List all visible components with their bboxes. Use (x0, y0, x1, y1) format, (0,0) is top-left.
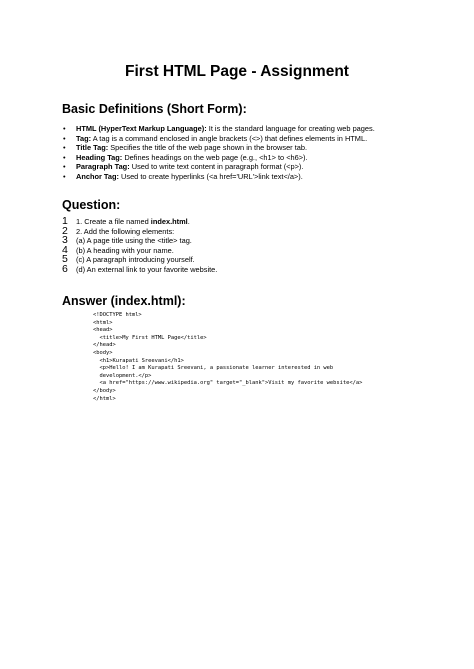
line-number: 5 (62, 253, 68, 266)
definition-text: A tag is a command enclosed in angle brackets (<>) that defines elements in HTML. (91, 133, 368, 143)
question-heading: Question: (62, 198, 121, 212)
page-title: First HTML Page - Assignment (125, 63, 349, 80)
question-text: 1. Create a file named (76, 217, 151, 226)
question-tail: . (187, 217, 190, 226)
definition-item (62, 134, 375, 144)
question-list (62, 217, 217, 275)
definition-item (62, 153, 375, 163)
question-item (62, 262, 218, 275)
question-item (62, 224, 217, 237)
definition-term: Paragraph Tag: (76, 162, 130, 172)
definition-term: HTML (HyperText Markup Language): (76, 124, 207, 133)
question-text: 2. Add the following elements: (76, 226, 175, 236)
line-number: 6 (62, 262, 68, 275)
definition-item (62, 124, 375, 134)
question-text: (b) A heading with your name. (76, 245, 174, 255)
question-item (62, 236, 217, 246)
bullet-icon: • (63, 152, 66, 162)
definitions-heading: Basic Definitions (Short Form): (62, 102, 247, 116)
definition-text: Used to create hyperlinks (<a href='URL'>link text</a>). (118, 171, 303, 181)
line-number: 1 (62, 215, 68, 227)
question-text: (a) A page title using the <title> tag. (76, 236, 192, 246)
definition-item (62, 172, 375, 182)
bullet-icon: • (63, 143, 66, 153)
question-text: (d) An external link to your favorite website. (76, 264, 218, 274)
bullet-icon: • (63, 162, 66, 172)
question-item (62, 255, 217, 265)
definition-text: Specifies the title of the web page shown in the browser tab. (108, 143, 308, 153)
definition-text: Defines headings on the web page (e.g., <h1> to <h6>). (122, 152, 308, 162)
bullet-icon: • (63, 124, 66, 133)
line-number: 2 (62, 224, 68, 237)
definitions-list (62, 124, 375, 182)
definition-term: Anchor Tag: (76, 171, 119, 181)
answer-heading: Answer (index.html): (62, 294, 186, 308)
line-number: 4 (62, 243, 68, 256)
question-text: (c) A paragraph introducing yourself. (76, 255, 195, 265)
bullet-icon: • (63, 171, 66, 181)
bullet-icon: • (63, 133, 66, 143)
definition-term: Heading Tag: (76, 152, 123, 162)
question-item (62, 243, 217, 256)
definition-text: It is the standard language for creating web pages. (206, 124, 375, 133)
definition-term: Title Tag: (76, 143, 109, 153)
definition-item (62, 162, 375, 172)
question-bold: index.html (150, 217, 188, 226)
definition-item (62, 143, 375, 153)
question-item (62, 217, 217, 227)
code-block: <!DOCTYPE html> <html> <head> <title>My First HTML Page</title> </head> <body> <h1>Kurapati Sreevani</h1> <p>Hello! I am Kurapati Sreevani, a passionate learner interested in web development.</p> <a href="https://www.wikipedia.org" target="_blank">Visit my favorite website</a> </body> </html> (93, 312, 363, 402)
line-number: 3 (62, 234, 68, 247)
definition-text: Used to write text content in paragraph format (<p>). (129, 162, 304, 172)
definition-term: Tag: (76, 133, 92, 143)
